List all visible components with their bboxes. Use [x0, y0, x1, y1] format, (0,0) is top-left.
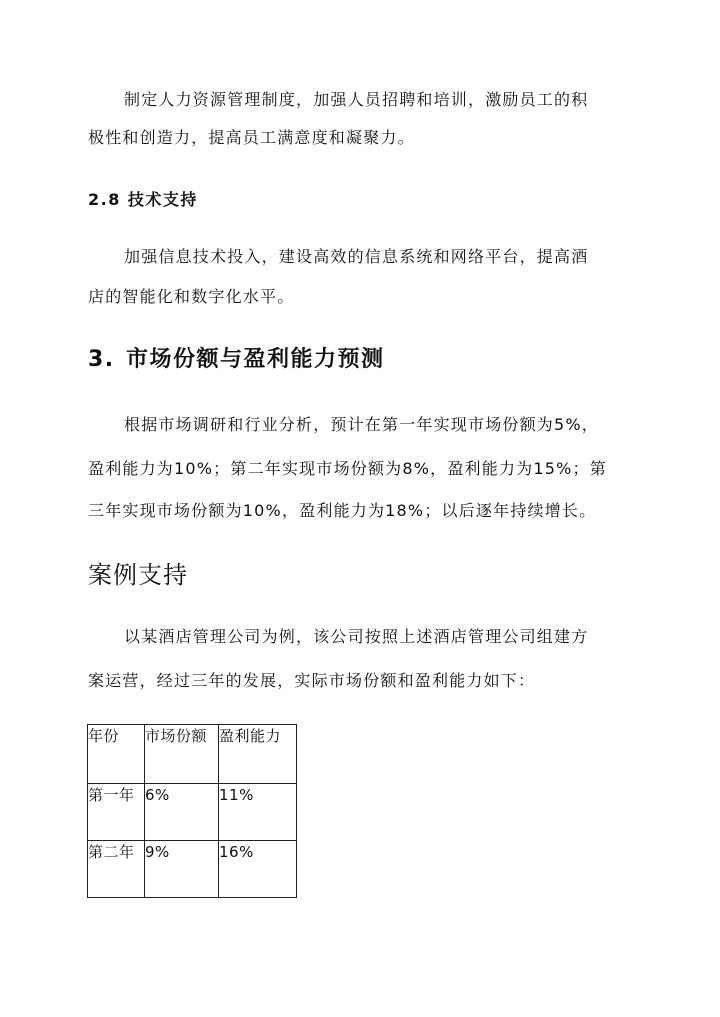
table-header-row [88, 725, 297, 784]
table-cell: 第一年 [88, 784, 145, 841]
table-header-cell: 年份 [88, 725, 145, 784]
paragraph-hr-line-2: 极性和创造力，提高员工满意度和凝聚力。 [88, 128, 415, 147]
table-row [88, 784, 297, 841]
table-cell: 6% [145, 784, 219, 841]
paragraph-hr-line-1: 制定人力资源管理制度，加强人员招聘和培训，激励员工的积 [124, 90, 589, 109]
table-header-cell: 市场份额 [145, 725, 219, 784]
case-heading: 案例支持 [88, 561, 188, 589]
table-cell: 第二年 [88, 841, 145, 898]
table-row [88, 841, 297, 898]
market-share-table [87, 724, 297, 898]
section-2-8-line-1: 加强信息技术投入，建设高效的信息系统和网络平台，提高酒 [124, 247, 589, 266]
table-cell: 9% [145, 841, 219, 898]
section-3-line-2: 盈利能力为10%；第二年实现市场份额为8%，盈利能力为15%；第 [88, 459, 607, 478]
section-3-title: 市场份额与盈利能力预测 [126, 347, 385, 372]
table-cell: 11% [219, 784, 297, 841]
table-cell: 16% [219, 841, 297, 898]
case-line-2: 案运营，经过三年的发展，实际市场份额和盈利能力如下： [88, 671, 536, 690]
section-3-number: 3. [88, 347, 115, 372]
case-line-1: 以某酒店管理公司为例，该公司按照上述酒店管理公司组建方 [124, 627, 589, 646]
section-3-line-1: 根据市场调研和行业分析，预计在第一年实现市场份额为5%， [124, 415, 599, 434]
section-2-8-line-2: 店的智能化和数字化水平。 [88, 287, 295, 306]
section-heading-2-8: 2.8 技术支持 [88, 190, 198, 209]
section-3-line-3: 三年实现市场份额为10%，盈利能力为18%；以后逐年持续增长。 [88, 501, 597, 520]
table-header-cell: 盈利能力 [219, 725, 297, 784]
section-heading-3 [88, 345, 385, 375]
